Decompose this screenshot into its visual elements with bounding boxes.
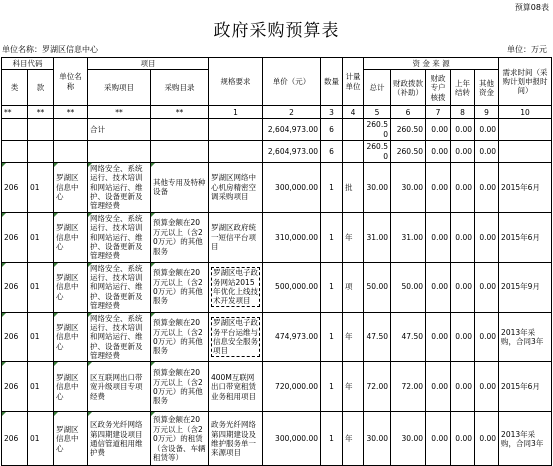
cell-special: 0.00 xyxy=(426,362,451,412)
total-row xyxy=(2,119,552,141)
index-cell: 5 xyxy=(364,106,391,119)
cell-other: 0.00 xyxy=(475,212,499,262)
total-other: 0.00 xyxy=(475,119,499,141)
money-unit-label: 单位：万元 xyxy=(507,45,547,54)
cell-prev: 0.00 xyxy=(451,262,475,312)
header-other-funds: 其他资金 xyxy=(475,70,499,106)
cell-unit: 罗湖区信息中心 xyxy=(54,312,88,362)
cell-prev: 0.00 xyxy=(451,362,475,412)
total-qty: 6 xyxy=(321,119,343,141)
subtotal-special: 0.00 xyxy=(426,141,451,163)
total-total: 260.50 xyxy=(364,119,391,141)
header-row-1 xyxy=(2,58,552,70)
cell-time: 2015年6月 xyxy=(499,212,552,262)
cell-fiscal: 47.50 xyxy=(391,312,426,362)
cell-prev: 0.00 xyxy=(451,312,475,362)
cell-total: 47.50 xyxy=(364,312,391,362)
cell-project: 区政务光纤网络第四期建设项目通信管道租用维护费 xyxy=(88,412,151,466)
cell-qty: 1 xyxy=(321,212,343,262)
header-unit-name: 单位名称 xyxy=(54,58,88,106)
cell-time: 2015年6月 xyxy=(499,362,552,412)
cell-cat: 206 xyxy=(2,262,28,312)
procurement-table xyxy=(1,57,552,466)
cell-item: 01 xyxy=(28,262,54,312)
cell-item: 01 xyxy=(28,312,54,362)
header-measure-unit: 计量单位 xyxy=(343,58,364,106)
cell-project: 网络安全、系统运行、技术培训和网站运行、维护、设备更新及管理经费 xyxy=(88,262,151,312)
cell-spec xyxy=(209,312,263,362)
cell-spec: 政务光纤网络第四期建设及维护服务单一来源项目 xyxy=(209,412,263,466)
unit-name-label: 单位名称：罗湖区信息中心 xyxy=(2,45,98,54)
index-cell: ** xyxy=(54,106,88,119)
total-fiscal: 260.50 xyxy=(391,119,426,141)
page-title: 政府采购预算表 xyxy=(213,21,340,41)
cell-mu: 年 xyxy=(343,212,364,262)
subtotal-unit-price: 2,604,973.00 xyxy=(263,141,321,163)
cell-catalog: 其他专用及特种设备 xyxy=(151,162,209,212)
cell-qty: 1 xyxy=(321,412,343,466)
cell-item: 01 xyxy=(28,212,54,262)
index-cell: ** xyxy=(151,106,209,119)
cell-prev: 0.00 xyxy=(451,212,475,262)
cell-mu: 年 xyxy=(343,362,364,412)
header-demand-time: 需求时间（采购计划申报时间） xyxy=(499,58,552,106)
total-unit-price: 2,604,973.00 xyxy=(263,119,321,141)
header-item: 款 xyxy=(28,70,54,106)
cell-unit: 罗湖区信息中心 xyxy=(54,162,88,212)
table-row xyxy=(2,312,552,362)
cell-qty: 1 xyxy=(321,262,343,312)
cell-special: 0.00 xyxy=(426,412,451,466)
total-label: 合计 xyxy=(88,119,151,141)
total-special: 0.00 xyxy=(426,119,451,141)
header-subject-code: 科目代码 xyxy=(2,58,54,70)
cell-prev: 0.00 xyxy=(451,162,475,212)
cell-other: 0.00 xyxy=(475,362,499,412)
cell-price: 300,000.00 xyxy=(263,162,321,212)
total-prev: 0.00 xyxy=(451,119,475,141)
cell-total: 31.00 xyxy=(364,212,391,262)
cell-total: 30.00 xyxy=(364,412,391,466)
cell-qty: 1 xyxy=(321,312,343,362)
cell-cat: 206 xyxy=(2,312,28,362)
cell-catalog: 预算金额在20万元以上（含20万元）的租赁（含设备、车辆租赁等） xyxy=(151,412,209,466)
subtotal-total: 260.50 xyxy=(364,141,391,163)
cell-project: 网络安全、系统运行、技术培训和网站运行、维护、设备更新及管理经费 xyxy=(88,162,151,212)
cell-spec: 罗湖区网络中心机房精密空调采购项目 xyxy=(209,162,263,212)
cell-price: 474,973.00 xyxy=(263,312,321,362)
form-number: 预算08表 xyxy=(514,3,549,12)
cell-other: 0.00 xyxy=(475,262,499,312)
cell-total: 50.00 xyxy=(364,262,391,312)
cell-catalog: 预算金额在20万元以上（含20万元）的其他服务 xyxy=(151,212,209,262)
cell-special: 0.00 xyxy=(426,212,451,262)
cell-catalog: 预算金额在20万元以上（含20万元）的其他服务 xyxy=(151,312,209,362)
header-qty: 数量 xyxy=(321,58,343,106)
cell-catalog: 预算金额在20万元以上（含20万元）的其他服务 xyxy=(151,362,209,412)
cell-project: 网络安全、系统运行、技术培训和网站运行、维护、设备更新及管理经费 xyxy=(88,212,151,262)
table-row xyxy=(2,412,552,466)
index-cell: 9 xyxy=(475,106,499,119)
cell-prev: 0.00 xyxy=(451,412,475,466)
header-fiscal-subsidy: 财政拨款（补助） xyxy=(391,70,426,106)
cell-price: 310,000.00 xyxy=(263,212,321,262)
cell-unit: 罗湖区信息中心 xyxy=(54,212,88,262)
cell-special: 0.00 xyxy=(426,262,451,312)
cell-special: 0.00 xyxy=(426,312,451,362)
cell-item: 01 xyxy=(28,362,54,412)
cell-fiscal: 31.00 xyxy=(391,212,426,262)
cell-mu: 项 xyxy=(343,262,364,312)
table-row xyxy=(2,362,552,412)
header-project: 项目 xyxy=(88,58,209,70)
cell-time: 2015年9月 xyxy=(499,262,552,312)
index-cell: 8 xyxy=(451,106,475,119)
cell-item: 01 xyxy=(28,412,54,466)
cell-cat: 206 xyxy=(2,362,28,412)
index-cell: ** xyxy=(88,106,151,119)
header-purchase-project: 采购项目 xyxy=(88,70,151,106)
cell-price: 300,000.00 xyxy=(263,412,321,466)
header-cat: 类 xyxy=(2,70,28,106)
cell-spec: 400M互联网出口带宽租赁业务租用项目 xyxy=(209,362,263,412)
cell-unit: 罗湖区信息中心 xyxy=(54,362,88,412)
index-cell: 1 xyxy=(209,106,263,119)
header-spec: 规格要求 xyxy=(209,58,263,106)
cell-time: 2013年采购，合同3年 xyxy=(499,412,552,466)
header-fiscal-special: 财政专户核拨 xyxy=(426,70,451,106)
index-row xyxy=(2,106,552,119)
cell-fiscal: 30.00 xyxy=(391,162,426,212)
table-row xyxy=(2,262,552,312)
cell-fiscal: 72.00 xyxy=(391,362,426,412)
subtotal-fiscal: 260.50 xyxy=(391,141,426,163)
index-cell: ** xyxy=(2,106,28,119)
cell-price: 720,000.00 xyxy=(263,362,321,412)
header-purchase-catalog: 采购目录 xyxy=(151,70,209,106)
table-row xyxy=(2,162,552,212)
cell-other: 0.00 xyxy=(475,412,499,466)
cell-mu: 批 xyxy=(343,162,364,212)
cell-qty: 1 xyxy=(321,362,343,412)
header-total: 总计 xyxy=(364,70,391,106)
index-cell: 10 xyxy=(499,106,552,119)
index-cell: 3 xyxy=(321,106,343,119)
table-row xyxy=(2,212,552,262)
cell-special: 0.00 xyxy=(426,162,451,212)
cell-cat: 206 xyxy=(2,412,28,466)
cell-spec-text: 罗湖区电子政务网站2015年优化上线技术开发项目 xyxy=(213,268,258,306)
cell-fiscal: 50.00 xyxy=(391,262,426,312)
header-prev-balance: 上年结转 xyxy=(451,70,475,106)
subtotal-prev: 0.00 xyxy=(451,141,475,163)
cell-mu: 年 xyxy=(343,312,364,362)
cell-spec: 罗湖区政府统一短信平台项目 xyxy=(209,212,263,262)
index-cell: 2 xyxy=(263,106,321,119)
header-unit-price: 单价（元） xyxy=(263,58,321,106)
cell-other: 0.00 xyxy=(475,162,499,212)
cell-spec xyxy=(209,262,263,312)
cell-project: 网络安全、系统运行、技术培训和网站运行、维护、设备更新及管理经费 xyxy=(88,312,151,362)
cell-fiscal: 30.00 xyxy=(391,412,426,466)
header-fund-source: 资 金 来 源 xyxy=(364,58,499,70)
cell-time: 2013年采购，合同3年 xyxy=(499,312,552,362)
cell-price: 500,000.00 xyxy=(263,262,321,312)
subtotal-other: 0.00 xyxy=(475,141,499,163)
cell-catalog: 预算金额在20万元以上（含20万元）的其他服务 xyxy=(151,262,209,312)
subtotal-row xyxy=(2,141,552,163)
cell-unit: 罗湖区信息中心 xyxy=(54,262,88,312)
cell-total: 72.00 xyxy=(364,362,391,412)
cell-cat: 206 xyxy=(2,162,28,212)
cell-total: 30.00 xyxy=(364,162,391,212)
subtotal-qty: 6 xyxy=(321,141,343,163)
index-cell: 7 xyxy=(426,106,451,119)
cell-cat: 206 xyxy=(2,212,28,262)
index-cell: 6 xyxy=(391,106,426,119)
cell-unit: 罗湖区信息中心 xyxy=(54,412,88,466)
cell-mu: 年 xyxy=(343,412,364,466)
index-cell: ** xyxy=(28,106,54,119)
cell-other: 0.00 xyxy=(475,312,499,362)
cell-item: 01 xyxy=(28,162,54,212)
cell-time: 2015年6月 xyxy=(499,162,552,212)
cell-qty: 1 xyxy=(321,162,343,212)
index-cell: 4 xyxy=(343,106,364,119)
cell-project: 区互联网出口带宽升级项目专项经费 xyxy=(88,362,151,412)
cell-spec-text: 罗湖区电子政务平台运维与信息安全服务项目 xyxy=(213,318,258,356)
